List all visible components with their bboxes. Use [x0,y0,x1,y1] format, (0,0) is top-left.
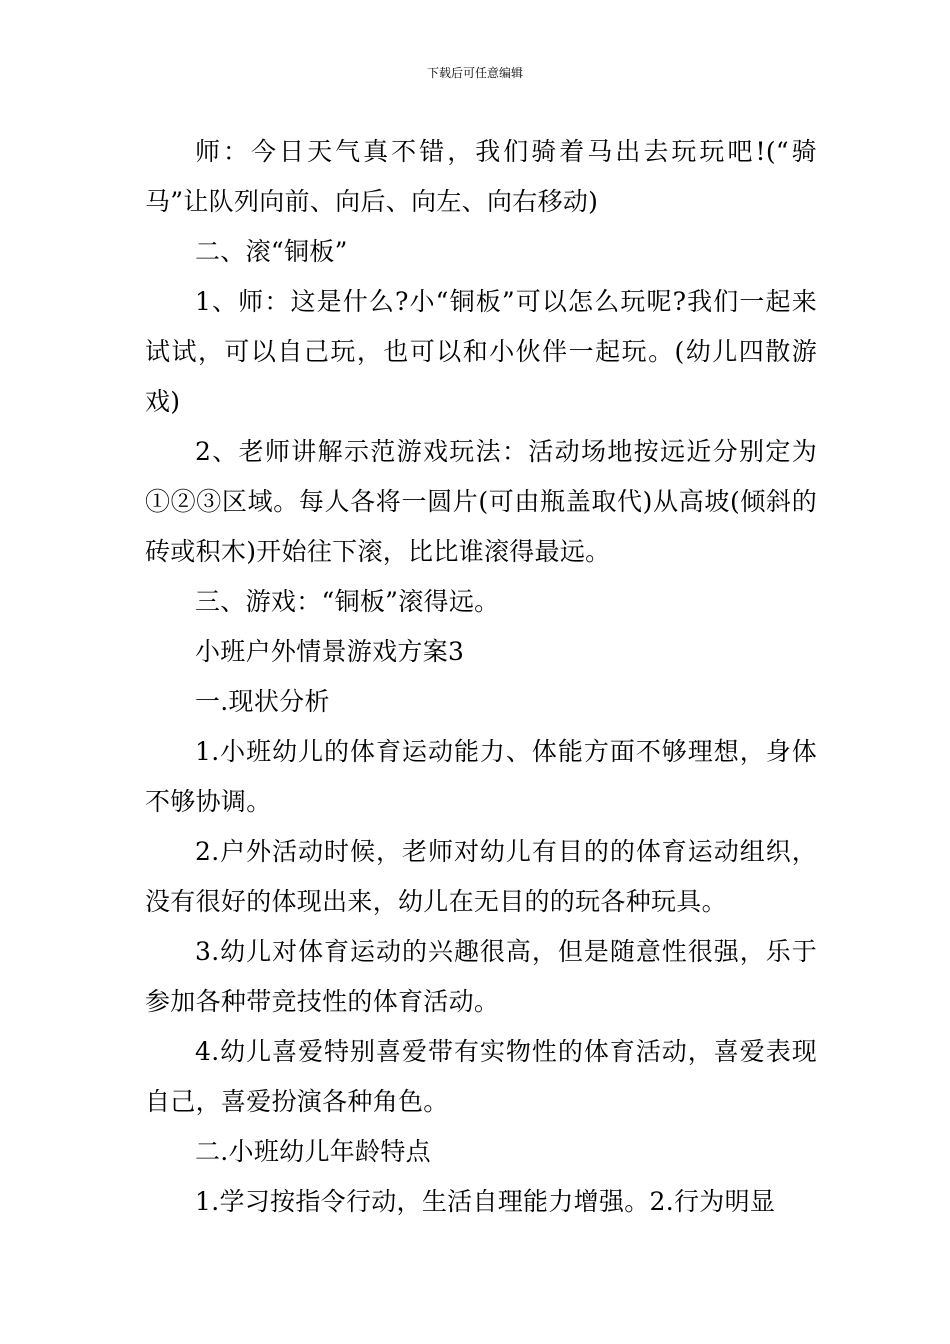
paragraph-step-2: 2、老师讲解示范游戏玩法：活动场地按远近分别定为①②③区域。每人各将一圆片(可由瓶盖取代)从高坡(倾斜的砖或积木)开始往下滚，比比谁滚得最远。 [145,437,817,566]
paragraph-step-1: 1、师：这是什么?小“铜板”可以怎么玩呢?我们一起来试试，可以自己玩，也可以和小伙伴一起玩。(幼儿四散游戏) [145,287,817,416]
paragraph-analysis-1: 1.小班幼儿的体育运动能力、体能方面不够理想，身体不够协调。 [145,737,817,816]
page-header: 下载后可任意编辑 [426,66,523,80]
paragraph-analysis-3: 3.幼儿对体育运动的兴趣很高，但是随意性很强，乐于参加各种带竞技性的体育活动。 [145,937,817,1016]
paragraph-section-game: 三、游戏：“铜板”滚得远。 [195,587,500,616]
paragraph-section-roll-coin: 二、滚“铜板” [195,237,348,266]
paragraph-analysis-2: 2.户外活动时候，老师对幼儿有目的的体育运动组织，没有很好的体现出来，幼儿在无目的的玩各种玩具。 [145,837,817,916]
paragraph-age-1: 1.学习按指令行动，生活自理能力增强。2.行为明显 [195,1187,776,1216]
paragraph-analysis-4: 4.幼儿喜爱特别喜爱带有实物性的体育活动，喜爱表现自己，喜爱扮演各种角色。 [145,1037,817,1116]
paragraph-teacher-riding: 师：今日天气真不错，我们骑着马出去玩玩吧!(“骑马”让队列向前、向后、向左、向右移动) [145,137,817,216]
paragraph-status-analysis: 一.现状分析 [195,687,330,716]
paragraph-plan-title: 小班户外情景游戏方案3 [195,637,465,666]
document-body [145,127,817,1227]
paragraph-age-features: 二.小班幼儿年龄特点 [195,1137,431,1166]
